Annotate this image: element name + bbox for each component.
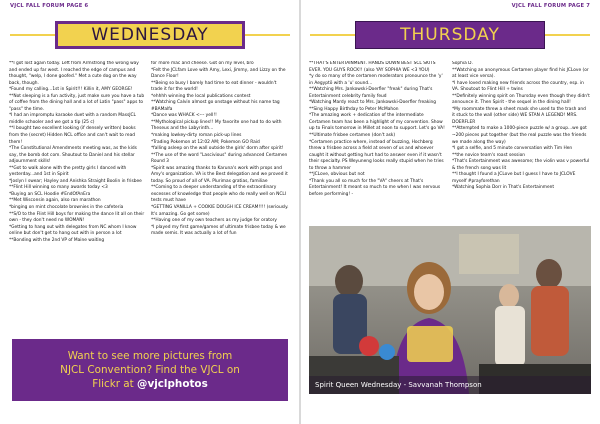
shoutout-item: **The use of the word "Lascivious" during advanced Certamen Round 3 <box>151 152 288 165</box>
wednesday-title-box <box>55 21 245 49</box>
shoutout-item: *Trading Pokemon at 12:02 AM; Pokemon GO Raid <box>151 139 260 145</box>
shoutout-item: *The Constitutional Amendments meeting was, as the kids say, the bomb dot com. Shoutout to Daniel and his stellar adjournment skills! <box>9 146 137 165</box>
callout-line-2: NJCL Convention? Find the VJCL on <box>60 364 240 376</box>
shoutout-item: **I thought I found a JCLove but I guess I have to JCLOVE myself #prayforethan <box>452 172 576 184</box>
shoutout-item: *Joslyn I swear; Hayley and Anishka Straight Boolin in frisbee <box>9 178 142 184</box>
thursday-title: THURSDAY <box>400 25 500 45</box>
photo-caption: Spirit Queen Wednesday - Savvanah Thompson <box>315 381 482 389</box>
thursday-column-1 <box>309 61 445 219</box>
shoutout-item: **JCLove, obvious but not <box>309 172 365 178</box>
shoutout-item: *Dance was WHACK <--- yell!! <box>151 113 217 119</box>
shoutout-item: **Flint Hill winning so many awards today <3 <box>9 185 108 191</box>
shoutout-item: **I got lost again today. Left from Armstrong the wrong way and ended up far west. I reached the edge of campus and thought, "welp, I done goofed." Met a cute dog on the way back, though. <box>9 61 139 86</box>
thursday-column-2 <box>452 61 590 221</box>
shoutout-item: **Attempted to make a 1000-piece puzzle w/ a group...we got ~200 pieces put together (but the real puzzle was the friends we made along the way) <box>452 126 587 145</box>
shoutout-item: *Thank you all so much for the "VA" cheers at That's Entertainment! It meant so much to me when I was nervous before performing! - <box>309 178 441 197</box>
shoutout-item: *GETTING VANILLA + COOKIE DOUGH ICE CREAM!!!! (seriously. It's amazing. Go get some) <box>151 205 289 217</box>
callout-line-3 <box>92 377 208 391</box>
wednesday-banner-left-bar <box>10 34 55 36</box>
photo-illustration <box>309 226 591 394</box>
right-page-header: VJCL FALL FORUM PAGE 7 <box>511 3 590 9</box>
shoutout-item: **Watching Calvin almost go onstage without his name tag #BAMalfa <box>151 100 280 112</box>
shoutout-item: *binging on mint chocolate brownies in the cafeteria <box>9 205 124 211</box>
shoutout-item: **Definitely winning spirit on Thursday even though they didn't announce it. Then Spirit - the sequel in the dining hall! <box>452 93 590 106</box>
shoutout-item: *I played my first game/games of ultimate frisbee today & we made semis. It was actually a lot of fun <box>151 224 286 237</box>
shoutout-item: *Felt the JCLfam Love with Amy, Lexi, Jimmy, and Lizzy on the Dance Floor! <box>151 67 286 80</box>
page-gutter <box>299 0 301 424</box>
wednesday-banner <box>10 20 290 50</box>
shoutout-item: **I bought two excellent looking (if densely written) books from the (secret) Hidden NCL office and can't wait to read them! <box>9 126 136 145</box>
wednesday-banner-right-bar <box>245 34 290 36</box>
wednesday-column-1 <box>9 61 145 333</box>
shoutout-item: **Mythological pickup lines!! My favorite one had to do with Theseus and the Labyrinth... <box>151 119 282 132</box>
shoutout-item: *y do so many of the certamen moderators pronounce the 'y' in Aegyptō with a 'u' sound... <box>309 74 443 86</box>
shoutout-item: *The amazing work + dedication of the intermediate Certamen team has been a highlight of my convention. Show up to Finals tomorrow in Millet at noon to support. Let's go VA! <box>309 113 445 132</box>
shoutout-item: *I got a selfie, and 5 minute conversation with Tim Hen <box>452 146 573 152</box>
flickr-handle: @vjclphotos <box>137 378 208 390</box>
shoutout-item: Sophia D. <box>452 61 473 66</box>
shoutout-item: for more mac and cheese. Got on my level, bro <box>151 61 254 66</box>
shoutout-item: *Watching Sophia Dorr in That's Entertainment <box>452 185 555 191</box>
shoutout-item: **THAT'S ENTERTAINMENT. HANDS DOWN BEST SCL SKITS EVER. YOU GUYS ROCK!! (also YAY SOPHIA WE <3 YOU) <box>309 61 436 73</box>
shoutout-item: **Watching an anonymous Certamen player find his JCLove (or at least vice versa). <box>452 67 589 80</box>
callout-line-1: Want to see more pictures from <box>67 350 233 362</box>
shoutout-item: *Watching Mardy react to Mrs. Jankowski-Doerfler freaking <box>309 100 437 106</box>
shoutout-item: *Spirit was amazing thanks to Karuna's work with props and Amy's organization. VA is the Best delegation and we proved it today. So proud of all of VA. Plurimas gratias, familiae <box>151 165 288 184</box>
callout-line-3-prefix: Flickr at <box>92 378 138 390</box>
shoutout-item: **Met Wisconsin again, also ran marathon <box>9 198 101 204</box>
shoutout-item: **Watching Mrs. Jankowski-Doerfler "freak" during That's Entertainment celebrity family feud <box>309 87 433 99</box>
shoutout-item: **S/O to the Flint Hill boys for making the dance lit all on their own - they don't need no WOMAN! <box>9 211 145 224</box>
flickr-callout <box>12 339 288 401</box>
thursday-banner <box>310 20 590 50</box>
thursday-banner-left-bar <box>310 34 355 36</box>
spirit-queen-photo <box>309 226 591 394</box>
shoutout-item: **Coming to a deeper understanding of the extraordinary excesses of knowledge that people who do really well on NCLI tests must have <box>151 185 287 204</box>
shoutout-item: **Sing Happy Birthday to Peter McMahon <box>309 106 399 112</box>
shoutout-item: **the novice team's roast session <box>452 152 526 158</box>
left-page-header: VJCL FALL FORUM PAGE 6 <box>10 3 89 9</box>
shoutout-item: **Being so busy I barely had time to eat dinner - wouldn't trade it for the world! <box>151 80 277 93</box>
shoutout-item: *making lowkey-dirty roman pick-up lines <box>151 133 242 139</box>
shoutout-item: *That's Entertainment was awesome; the violin was v powerful & the french song was lit <box>452 159 590 171</box>
shoutout-item: **Bonding with the 2nd VP of Maine waiting <box>9 237 105 243</box>
shoutout-item: **Got to walk alone with the pretty girls I danced with yesterday...and 1st in Spirit <box>9 165 127 178</box>
shoutout-item: *Found my calling...1st in Spirit!!! Killin it, AMY GEORGE! <box>9 87 133 93</box>
shoutout-item: *ehhhh winning the local publications contest <box>151 93 251 99</box>
shoutout-item: *I had an impromptu karaoke duet with a random MassJCL middle schooler and we got a tip (25 c) <box>9 113 136 125</box>
shoutout-item: *My roommate threw a sheet mask she used to the trash and it stuck to the wall (other side) WE STAN A LEGEND! MRS. DOERFLER <box>452 106 586 125</box>
shoutout-item: *I have loved making new friends across the country, esp. in VA. Shoutout to Flint Hill + twins <box>452 80 584 93</box>
wednesday-column-2 <box>151 61 289 333</box>
shoutout-item: *falling asleep on the wall outside the girls' dorm after spirit! <box>151 146 284 152</box>
shoutout-item: *Certamen practice where, instead of buzzing, Hochberg threw a frisbee across a field at seven of us and whoever caught it without getting hurt had to answer even if it wasn't their specialty. PS Weyuneng looks really stupid when he tries to throw a hammer <box>309 139 444 171</box>
shoutout-item: *Buying an SCL Hoodie #EndOfAnEra <box>9 191 91 197</box>
photo-caption-strip <box>309 376 591 394</box>
wednesday-title: WEDNESDAY <box>91 25 209 45</box>
shoutout-item: *Getting to hang out with delegates from NC whom I know online but don't get to hang out with in person a lot <box>9 224 137 237</box>
thursday-banner-right-bar <box>545 34 590 36</box>
thursday-title-box <box>355 21 545 49</box>
shoutout-item: **Ultimate frisbee certamen (don't ask) <box>309 133 396 139</box>
shoutout-item: **Not sleeping is a fun activity, just make sure you have a tub of coffee from the dining hall and a lot of Latin "pass" apps to "pass" the time. <box>9 93 145 112</box>
shoutout-item: **Having one of my own teachers as my judge for oratory <box>151 218 277 224</box>
